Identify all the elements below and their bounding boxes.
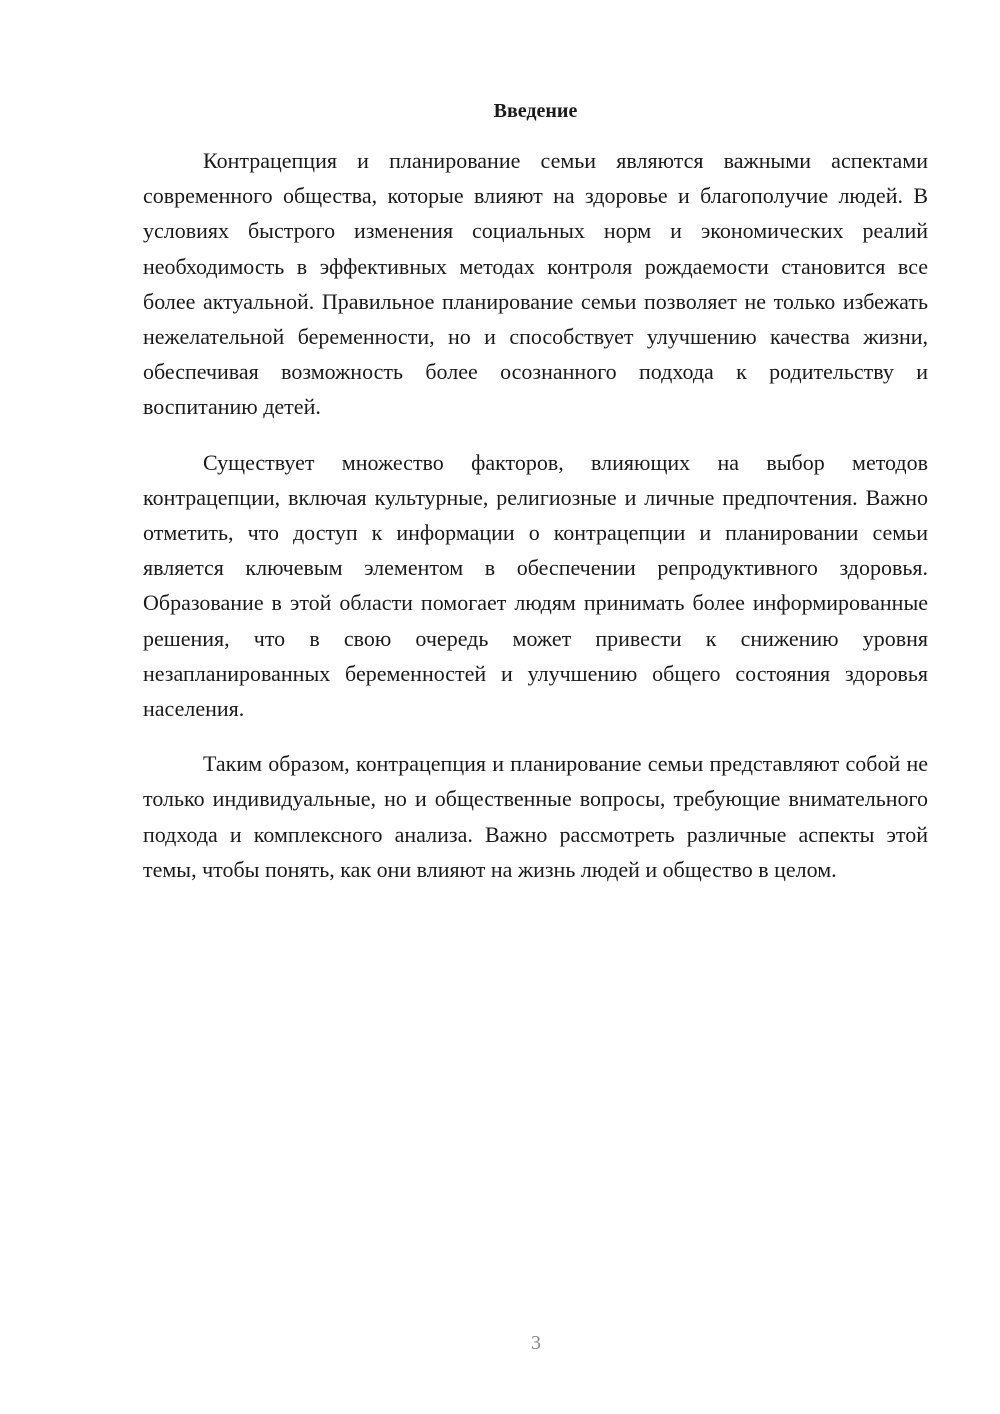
paragraph-1: Контрацепция и планирование семьи являются важными аспектами современного общества, которые влияют на здоровье и благополучие людей. В условиях быстрого изменения социальных норм и экономических реалий необходимость в эффективных методах контроля рождаемости становится все более актуальной. Правильное планирование семьи позволяет не только избежать нежелательной беременности, но и способствует улучшению качества жизни, обеспечивая возможность более осознанного подхода к родительству и воспитанию детей.	[143, 148, 928, 420]
body-text	[143, 143, 928, 907]
paragraph-2: Существует множество факторов, влияющих на выбор методов контрацепции, включая культурные, религиозные и личные предпочтения. Важно отметить, что доступ к информации о контрацепции и планировании семьи является ключевым элементом в обеспечении репродуктивного здоровья. Образование в этой области помогает людям принимать более информированные решения, что в свою очередь может привести к снижению уровня незапланированных беременностей и улучшению общего состояния здоровья населения.	[143, 449, 928, 722]
section-heading: Введение	[493, 100, 578, 122]
paragraph-3: Таким образом, контрацепция и планирование семьи представляют собой не только индивидуальные, но и общественные вопросы, требующие внимательного подхода и комплексного анализа. Важно рассмотреть различные аспекты этой темы, чтобы понять, как они влияют на жизнь людей и общество в целом.	[143, 751, 928, 882]
page-number: 3	[531, 1332, 541, 1354]
